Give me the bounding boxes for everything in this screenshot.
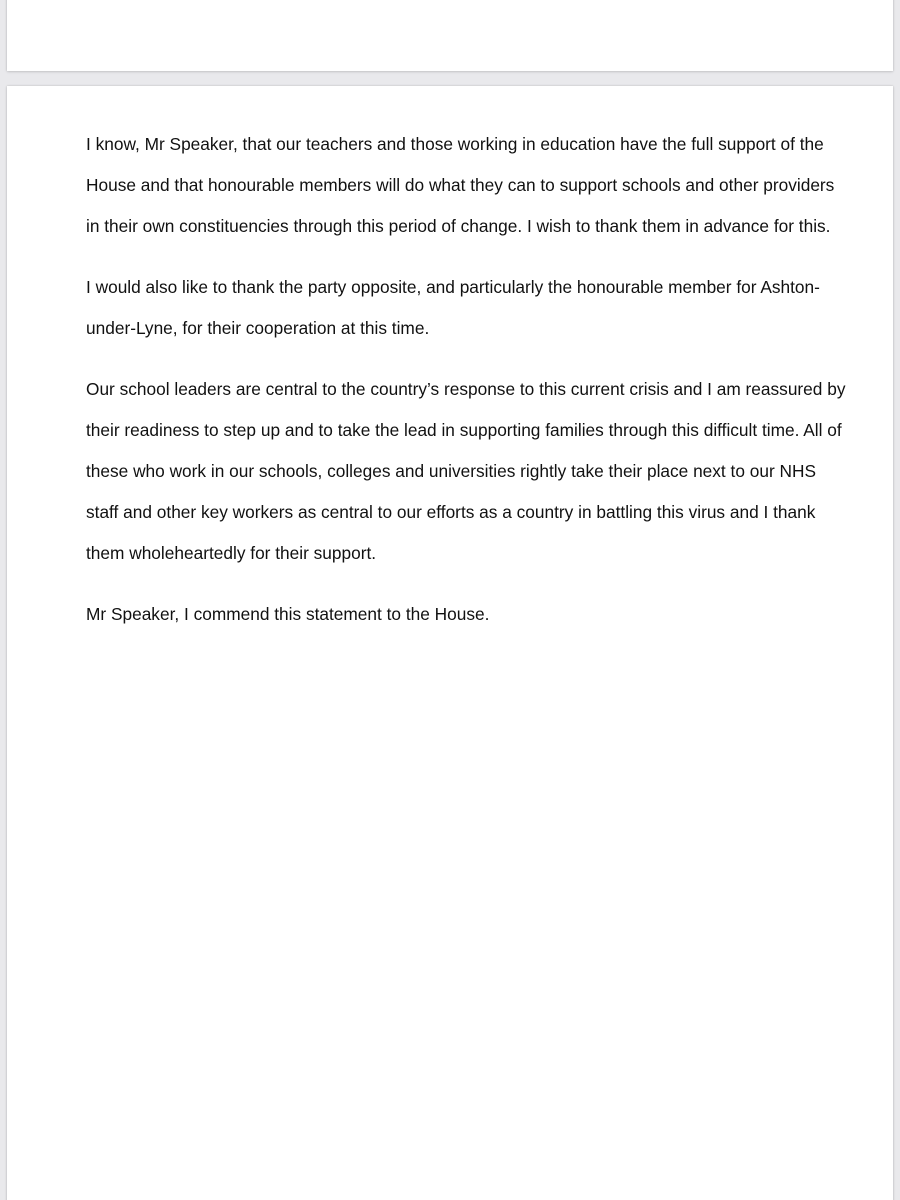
paragraph-commend-statement: Mr Speaker, I commend this statement to the House. bbox=[86, 604, 490, 624]
paragraph-thanks-opposition: I would also like to thank the party opposite, and particularly the honourable member for Ashton-under-Lyne, for their cooperation at this time. bbox=[86, 277, 820, 338]
paragraph-school-leaders: Our school leaders are central to the country’s response to this current crisis and I am reassured by their readiness to step up and to take the lead in supporting families through this difficult time. All of these who work in our schools, colleges and universities rightly take their place next to our NHS staff and other key workers as central to our efforts as a country in battling this virus and I thank them wholeheartedly for their support. bbox=[86, 379, 846, 563]
page-text bbox=[86, 124, 846, 655]
current-page bbox=[7, 86, 893, 1200]
paragraph-support-of-house: I know, Mr Speaker, that our teachers and those working in education have the full support of the House and that honourable members will do what they can to support schools and other providers in their own constituencies through this period of change. I wish to thank them in advance for this. bbox=[86, 134, 835, 236]
previous-page bbox=[7, 0, 893, 71]
